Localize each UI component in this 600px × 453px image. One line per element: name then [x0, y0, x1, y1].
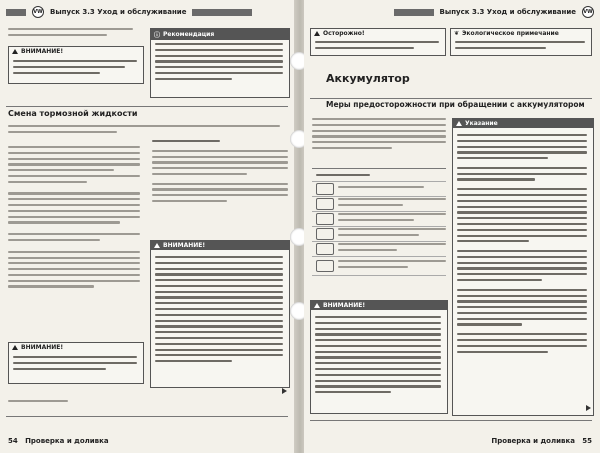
col2-warning-label: ВНИМАНИЕ! — [163, 242, 206, 249]
battery-warning-label: ВНИМАНИЕ! — [323, 302, 366, 309]
page-number-right: 55 — [582, 437, 592, 445]
page-left — [0, 0, 296, 453]
header-left — [6, 6, 252, 18]
bottom-warning-label: ВНИМАНИЕ! — [21, 344, 64, 351]
explosion-hazard-icon — [316, 228, 334, 240]
brake-intro — [8, 125, 280, 137]
page-number-left: 54 — [8, 437, 18, 445]
header-right — [394, 6, 594, 18]
warning-box-top — [8, 46, 144, 84]
warning-box-bottom — [8, 342, 144, 384]
continue-arrow-icon — [586, 405, 591, 411]
eco-note-box — [450, 28, 592, 56]
battery-heading: Аккумулятор — [326, 72, 410, 85]
warning-triangle-icon — [314, 303, 320, 308]
warning-triangle-icon — [12, 49, 18, 54]
vw-logo-icon: VW — [32, 6, 44, 18]
warning-label: ВНИМАНИЕ! — [21, 48, 64, 55]
eco-label: Экологическое примечание — [462, 30, 559, 37]
caution-box — [310, 28, 446, 56]
warning-box-col2 — [150, 240, 290, 388]
acid-warning-icon — [316, 198, 334, 210]
vw-logo-icon: VW — [582, 6, 594, 18]
footer-left-text: Проверка и доливка — [25, 437, 109, 445]
read-manual-icon — [316, 260, 334, 272]
keep-children-away-icon — [316, 243, 334, 255]
col2-note-label: Рекомендация — [163, 31, 215, 38]
info-icon: ⓘ — [154, 32, 161, 39]
warning-triangle-icon — [456, 121, 462, 126]
warning-triangle-icon — [314, 31, 320, 36]
leaf-icon: ❦ — [454, 30, 460, 37]
warning-triangle-icon — [12, 345, 18, 350]
note-box-top — [150, 28, 290, 98]
header-right-title: Выпуск 3.3 Уход и обслуживание — [439, 8, 576, 16]
page-right — [304, 0, 600, 453]
continue-arrow-icon — [282, 388, 287, 394]
header-left-title: Выпуск 3.3 Уход и обслуживание — [50, 8, 187, 16]
brake-fluid-heading: Смена тормозной жидкости — [8, 109, 138, 118]
footer-right — [491, 437, 592, 445]
eye-protection-icon — [316, 183, 334, 195]
footer-left — [8, 437, 109, 445]
intro-text — [8, 28, 140, 40]
footer-right-text: Проверка и доливка — [491, 437, 575, 445]
battery-warning-box — [310, 300, 448, 414]
col2-label: Указание — [465, 120, 498, 127]
brake-column-2 — [152, 140, 288, 206]
no-fire-icon — [316, 213, 334, 225]
battery-intro — [312, 118, 446, 153]
caution-label: Осторожно! — [323, 30, 365, 37]
battery-symbol-table — [312, 168, 446, 276]
warning-triangle-icon — [154, 243, 160, 248]
brake-column-1 — [8, 146, 140, 291]
battery-notes-box — [452, 118, 594, 416]
battery-safety-heading: Меры предосторожности при обращении с аккумулятором — [326, 100, 585, 109]
